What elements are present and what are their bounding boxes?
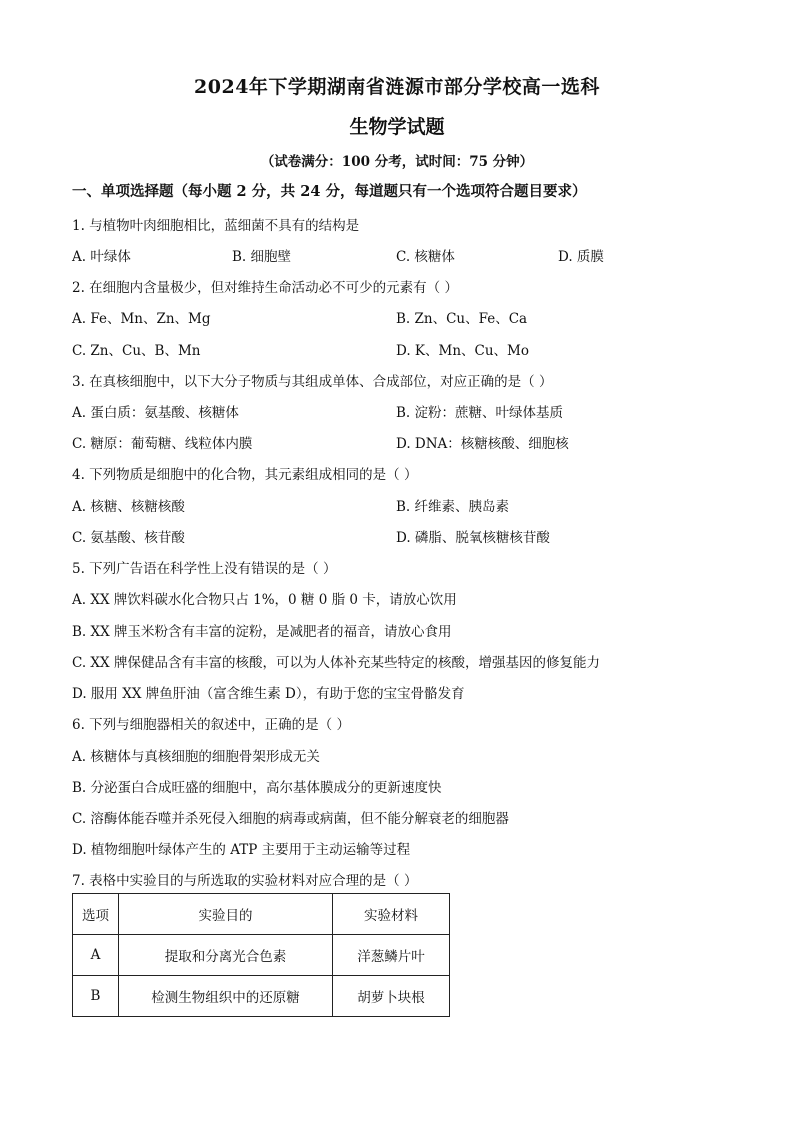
option: A. 核糖、核糖核酸 [72,499,185,515]
option: A. 叶绿体 [72,249,131,265]
table-cell: A [73,935,119,976]
option: A. Fe、Mn、Zn、Mg [72,311,211,327]
question-stem: 6. 下列与细胞器相关的叙述中，正确的是（ ） [72,717,350,733]
option: D. 磷脂、脱氧核糖核苷酸 [396,530,550,546]
exam-subtitle: 生物学试题 [349,116,445,138]
table-row [73,976,450,1017]
question-stem: 1. 与植物叶肉细胞相比，蓝细菌不具有的结构是 [72,218,360,234]
exam-info: （试卷满分：100 分考，试时间：75 分钟） [260,154,534,170]
option: B. Zn、Cu、Fe、Ca [396,311,528,327]
question-stem: 7. 表格中实验目的与所选取的实验材料对应合理的是（ ） [72,873,418,889]
option: A. 蛋白质：氨基酸、核糖体 [72,405,239,421]
option: B. 分泌蛋白合成旺盛的细胞中，高尔基体膜成分的更新速度快 [72,780,442,796]
option: C. XX 牌保健品含有丰富的核酸，可以为人体补充某些特定的核酸，增强基因的修复能力 [72,655,600,671]
option: C. 糖原：葡萄糖、线粒体内膜 [72,436,253,452]
question-stem: 4. 下列物质是细胞中的化合物，其元素组成相同的是（ ） [72,467,418,483]
question-stem: 2. 在细胞内含量极少，但对维持生命活动必不可少的元素有（ ） [72,280,458,296]
table-header: 选项 [73,894,119,935]
option: B. 细胞壁 [232,249,292,265]
option: D. DNA：核糖核酸、细胞核 [396,436,569,452]
table-header-row [73,894,450,935]
table-header: 实验材料 [333,894,450,935]
table-cell: 胡萝卜块根 [333,976,450,1017]
option: B. 纤维素、胰岛素 [396,499,510,515]
option: C. Zn、Cu、B、Mn [72,343,201,359]
option: B. XX 牌玉米粉含有丰富的淀粉，是减肥者的福音，请放心食用 [72,624,452,640]
table-cell: 提取和分离光合色素 [119,935,333,976]
option: D. 植物细胞叶绿体产生的 ATP 主要用于主动运输等过程 [72,842,411,858]
exam-title: 2024年下学期湖南省涟源市部分学校高一选科 [194,76,600,98]
option: D. 服用 XX 牌鱼肝油（富含维生素 D），有助于您的宝宝骨骼发育 [72,686,465,702]
table-header: 实验目的 [119,894,333,935]
table-row [73,935,450,976]
q7-table [72,893,450,1017]
option: B. 淀粉：蔗糖、叶绿体基质 [396,405,564,421]
option: C. 溶酶体能吞噬并杀死侵入细胞的病毒或病菌，但不能分解衰老的细胞器 [72,811,509,827]
question-stem: 5. 下列广告语在科学性上没有错误的是（ ） [72,561,337,577]
option: D. 质膜 [558,249,604,265]
table-cell: 洋葱鳞片叶 [333,935,450,976]
option: A. 核糖体与真核细胞的细胞骨架形成无关 [72,749,320,765]
option: A. XX 牌饮料碳水化合物只占 1%，0 糖 0 脂 0 卡，请放心饮用 [72,592,457,608]
question-stem: 3. 在真核细胞中，以下大分子物质与其组成单体、合成部位，对应正确的是（ ） [72,374,553,390]
section-heading: 一、单项选择题（每小题 2 分，共 24 分，每道题只有一个选项符合题目要求） [72,183,587,200]
option: D. K、Mn、Cu、Mo [396,343,530,359]
table-cell: 检测生物组织中的还原糖 [119,976,333,1017]
option: C. 核糖体 [396,249,455,265]
option: C. 氨基酸、核苷酸 [72,530,185,546]
table-cell: B [73,976,119,1017]
